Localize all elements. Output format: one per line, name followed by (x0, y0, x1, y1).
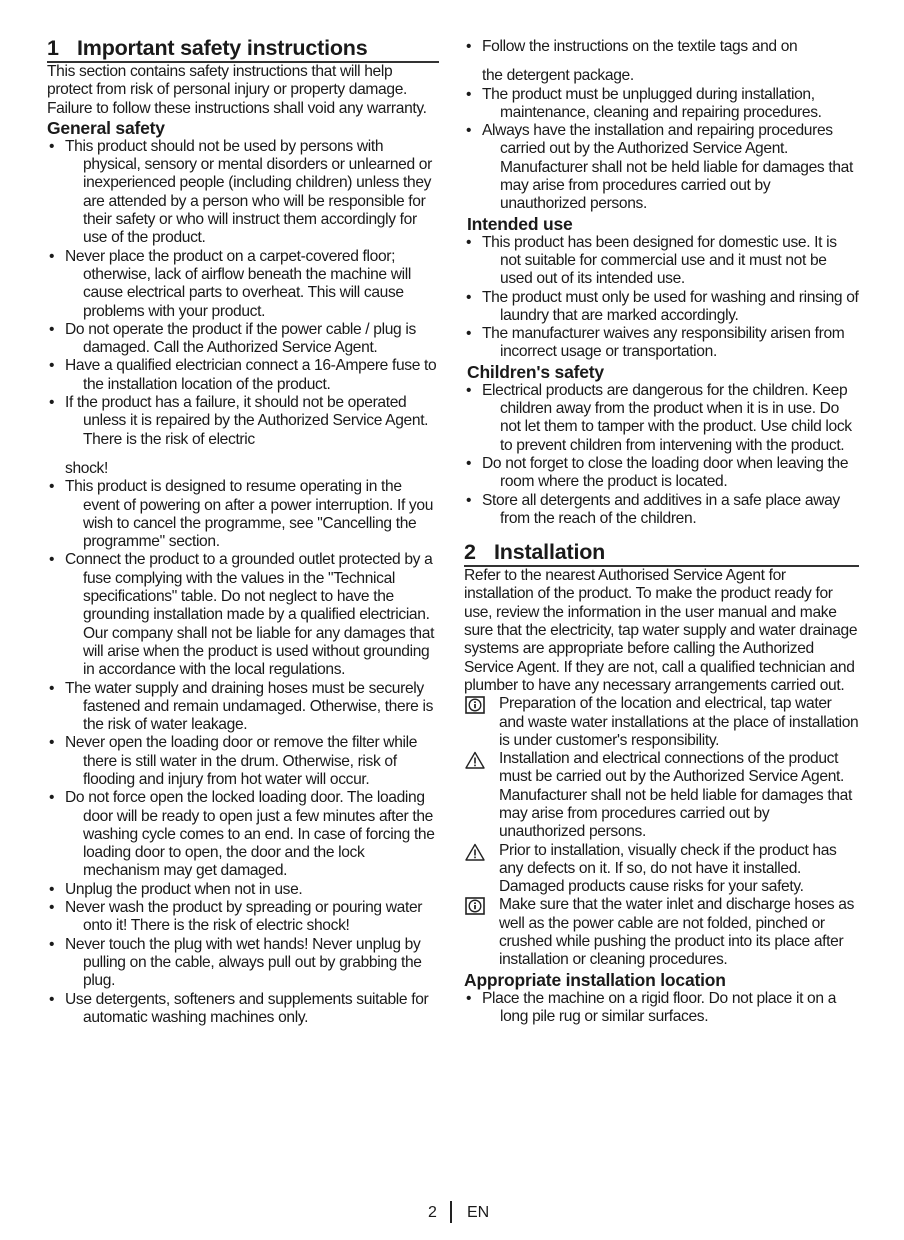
general-safety-heading: General safety (47, 117, 165, 138)
list-item: • Never wash the product by spreading or pouring water onto it! There is the risk of electric shock! (47, 899, 439, 936)
list-item: • Unplug the product when not in use. (47, 881, 439, 899)
note-warning (464, 842, 859, 897)
list-item: • Do not operate the product if the power cable / plug is damaged. Call the Authorized Service Agent. (47, 321, 439, 358)
left-column (47, 36, 439, 1027)
right-column (464, 38, 859, 1026)
list-item: • The product must only be used for washing and rinsing of laundry that are marked accordingly. (464, 289, 859, 326)
list-item: • The manufacturer waives any responsibility arisen from incorrect usage or transportation. (464, 325, 859, 362)
intended-use-heading: Intended use (467, 213, 573, 234)
list-item: • Have a qualified electrician connect a 16-Ampere fuse to the installation location of the product. (47, 357, 439, 394)
list-item: • The water supply and draining hoses must be securely fastened and remain undamaged. Otherwise, there is the risk of water leakage. (47, 680, 439, 735)
list-item-text: Follow the instructions on the textile tags and on (482, 38, 798, 55)
note-text: Prior to installation, visually check if the product has any defects on it. If so, do not have it installed. Damaged products cause risks for your safety. (499, 841, 837, 896)
section-title: Important safety instructions (77, 36, 368, 60)
general-safety-list-continued (464, 38, 859, 214)
section-title: Installation (494, 540, 606, 565)
list-item: • Never touch the plug with wet hands! Never unplug by pulling on the cable, always pull out by grabbing the plug. (47, 936, 439, 991)
installation-location-heading: Appropriate installation location (464, 969, 726, 990)
note-text: Make sure that the water inlet and discharge hoses as well as the power cable are not folded, pinched or crushed while pushing the product into its place after installation or cleaning procedures. (499, 896, 855, 969)
list-item: • Place the machine on a rigid floor. Do not place it on a long pile rug or similar surfaces. (464, 990, 859, 1027)
note-warning (464, 750, 859, 841)
safety-intro: This section contains safety instructions that will help protect from risk of personal injury or property damage. Failure to follow these instructions shall void any warranty. (47, 63, 427, 117)
list-item: • Always have the installation and repairing procedures carried out by the Authorized Service Agent. Manufacturer shall not be held liable for damages that may arise from procedures carried out by unauthorized persons. (464, 122, 859, 213)
list-item: • Electrical products are dangerous for the children. Keep children away from the product when it is in use. Do not let them to tamper with the product. Use child lock to prevent children from intervening with the product. (464, 382, 859, 455)
list-item: • The product must be unplugged during installation, maintenance, cleaning and repairing procedures. (464, 86, 859, 123)
footer-divider (450, 1201, 452, 1223)
list-item: • Store all detergents and additives in a safe place away from the reach of the children. (464, 492, 859, 529)
childrens-safety-heading: Children's safety (467, 361, 604, 382)
list-item-tail: shock! (65, 459, 108, 477)
list-item (47, 394, 439, 478)
list-item-tail: the detergent package. (482, 67, 634, 85)
list-item-text: If the product has a failure, it should not be operated unless it is repaired by the Authorized Service Agent. There is the risk of electric (65, 394, 429, 448)
list-item: • Do not forget to close the loading door when leaving the room where the product is located. (464, 455, 859, 492)
warning-icon (465, 751, 485, 769)
warning-icon (465, 843, 485, 861)
section-number: 2 (464, 540, 476, 565)
info-icon (465, 696, 485, 714)
section-heading-safety (47, 36, 439, 63)
general-safety-list (47, 138, 439, 1027)
note-text: Preparation of the location and electrical, tap water and waste water installations at the place of installation is under customer's responsibility. (499, 695, 859, 749)
list-item: • Connect the product to a grounded outlet protected by a fuse complying with the values in the "Technical specifications" table. Do not neglect to have the grounding installation made by a qualified electrician. Our company shall not be liable for any damages that will arise when the product is used without grounding in accordance with the local regulations. (47, 551, 439, 679)
page-number: 2 (428, 1204, 437, 1221)
list-item: • Never place the product on a carpet-covered floor; otherwise, lack of airflow beneath the machine will cause electrical parts to overheat. This will cause problems with your product. (47, 248, 439, 321)
note-info (464, 695, 859, 750)
intended-use-list (464, 234, 859, 362)
info-icon (465, 897, 485, 915)
list-item: • Never open the loading door or remove the filter while there is still water in the drum. Otherwise, risk of flooding and injury from hot water will occur. (47, 734, 439, 789)
installation-location-list (464, 990, 859, 1027)
installation-intro: Refer to the nearest Authorised Service Agent for installation of the product. To make the product ready for use, review the information in the user manual and make sure that the electricity, tap water supply and water drainage systems are appropriate before calling the Authorized Service Agent. If they are not, call a qualified technician and plumber to have any necessary arrangements carried out. (464, 567, 858, 694)
language-code: EN (467, 1204, 490, 1221)
section-number: 1 (47, 36, 59, 60)
list-item: • This product has been designed for domestic use. It is not suitable for commercial use and it must not be used out of its intended use. (464, 234, 859, 289)
list-item: • This product should not be used by persons with physical, sensory or mental disorders or unlearned or inexperienced people (including children) unless they are attended by a person who will be responsible for their safety or who will instruct them accordingly for use of the product. (47, 138, 439, 248)
list-item: • Use detergents, softeners and supplements suitable for automatic washing machines only. (47, 991, 439, 1028)
note-info (464, 896, 859, 969)
list-item: • This product is designed to resume operating in the event of powering on after a power interruption. If you wish to cancel the programme, see "Cancelling the programme" section. (47, 478, 439, 551)
childrens-safety-list (464, 382, 859, 528)
section-heading-installation (464, 540, 859, 567)
note-text: Installation and electrical connections of the product must be carried out by the Authorized Service Agent. Manufacturer shall not be held liable for damages that may arise from procedures carried out by unauthorized persons. (499, 750, 852, 841)
list-item (464, 38, 859, 86)
list-item: • Do not force open the locked loading door. The loading door will be ready to open just a few minutes after the washing cycle comes to an end. In case of forcing the loading door to open, the door and the lock mechanism may get damaged. (47, 789, 439, 880)
